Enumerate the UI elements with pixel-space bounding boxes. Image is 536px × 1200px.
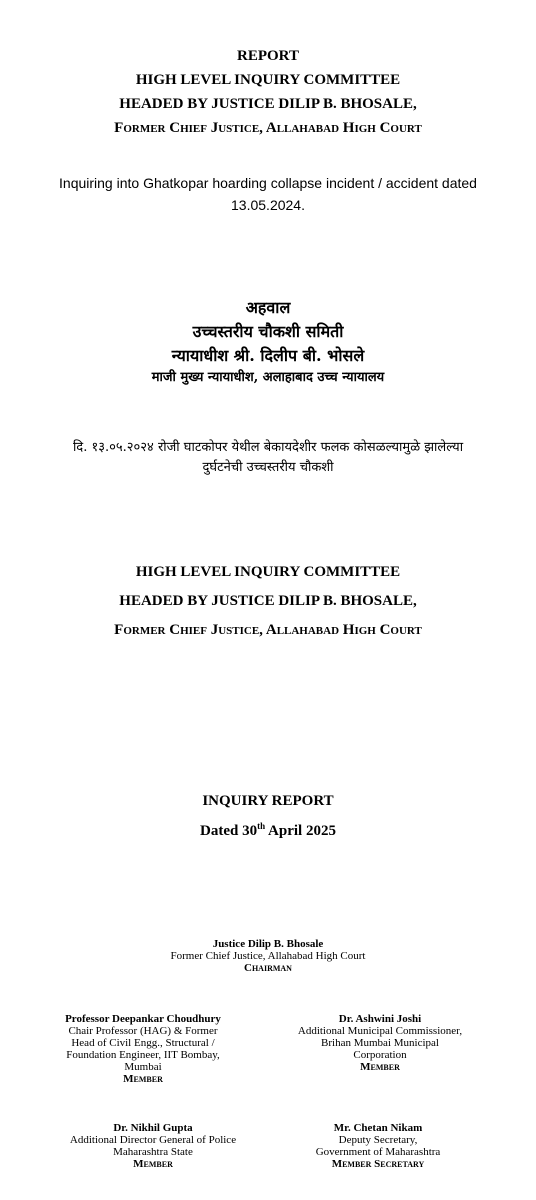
- repeat-former-heading: Former Chief Justice, Allahabad High Court: [114, 622, 422, 638]
- member4-signatory: [278, 1122, 478, 1170]
- date-suffix: April 2025: [265, 823, 336, 839]
- member3-signatory: [28, 1122, 278, 1170]
- inquiry-block: [0, 786, 536, 846]
- member2-signatory: [260, 1013, 500, 1073]
- repeat-headed-by-heading: HEADED BY JUSTICE DILIP B. BHOSALE,: [119, 593, 417, 609]
- report-date: [0, 816, 536, 846]
- report-heading: REPORT: [237, 48, 299, 64]
- member4-role: Member Secretary: [331, 1158, 425, 1170]
- marathi-justice-heading: न्यायाधीश श्री. दिलीप बी. भोसले: [171, 346, 365, 365]
- member4-name: Mr. Chetan Nikam: [333, 1122, 423, 1134]
- marathi-former-heading: माजी मुख्य न्यायाधीश, अलाहाबाद उच्च न्यायालय: [151, 370, 385, 385]
- member1-desc-3: Foundation Engineer, IIT Bombay,: [66, 1049, 220, 1061]
- date-ordinal: th: [257, 821, 266, 831]
- member3-name: Dr. Nikhil Gupta: [113, 1122, 193, 1134]
- member3-desc-2: Maharashtra State: [113, 1146, 193, 1158]
- member1-role: Member: [123, 1073, 163, 1085]
- english-header: [0, 44, 536, 140]
- member2-name: Dr. Ashwini Joshi: [338, 1013, 422, 1025]
- member1-signatory: [28, 1013, 258, 1085]
- member4-desc-2: Government of Maharashtra: [315, 1146, 441, 1158]
- marathi-subject: [0, 438, 536, 478]
- member1-desc-2: Head of Civil Engg., Structural /: [71, 1037, 215, 1049]
- member2-desc-2: Brihan Mumbai Municipal: [321, 1037, 439, 1049]
- english-repeat-header: [0, 558, 536, 645]
- inquiry-report-title: INQUIRY REPORT: [202, 793, 334, 809]
- member2-desc-3: Corporation: [353, 1049, 407, 1061]
- chairman-signatory: [118, 938, 418, 974]
- subject-line-2: 13.05.2024.: [231, 197, 305, 213]
- member3-desc-1: Additional Director General of Police: [69, 1134, 237, 1146]
- chairman-role: Chairman: [244, 962, 292, 974]
- member1-desc-4: Mumbai: [124, 1061, 162, 1073]
- member2-role: Member: [360, 1061, 400, 1073]
- marathi-header: [0, 296, 536, 388]
- marathi-report-heading: अहवाल: [245, 298, 291, 317]
- chairman-name: Justice Dilip B. Bhosale: [212, 938, 324, 950]
- marathi-subject-line-2: दुर्घटनेची उच्चस्तरीय चौकशी: [202, 460, 334, 475]
- date-prefix: Dated 30: [200, 823, 258, 839]
- member2-desc-1: Additional Municipal Commissioner,: [297, 1025, 463, 1037]
- marathi-subject-line-1: दि. १३.०५.२०२४ रोजी घाटकोपर येथील बेकायदेशीर फलक कोसळल्यामुळे झालेल्या: [72, 440, 464, 455]
- member3-role: Member: [133, 1158, 173, 1170]
- committee-heading: HIGH LEVEL INQUIRY COMMITTEE: [135, 72, 401, 88]
- repeat-committee-heading: HIGH LEVEL INQUIRY COMMITTEE: [135, 564, 401, 580]
- chairman-desc-1: Former Chief Justice, Allahabad High Court: [170, 950, 366, 962]
- subject-line-1: Inquiring into Ghatkopar hoarding collapse incident / accident dated: [59, 175, 477, 191]
- member1-name: Professor Deepankar Choudhury: [65, 1013, 221, 1025]
- member1-desc-1: Chair Professor (HAG) & Former: [68, 1025, 218, 1037]
- former-chief-justice-heading: Former Chief Justice, Allahabad High Court: [114, 120, 422, 136]
- member4-desc-1: Deputy Secretary,: [338, 1134, 418, 1146]
- english-subject: [0, 172, 536, 216]
- headed-by-heading: HEADED BY JUSTICE DILIP B. BHOSALE,: [119, 96, 417, 112]
- marathi-committee-heading: उच्चस्तरीय चौकशी समिती: [192, 322, 344, 341]
